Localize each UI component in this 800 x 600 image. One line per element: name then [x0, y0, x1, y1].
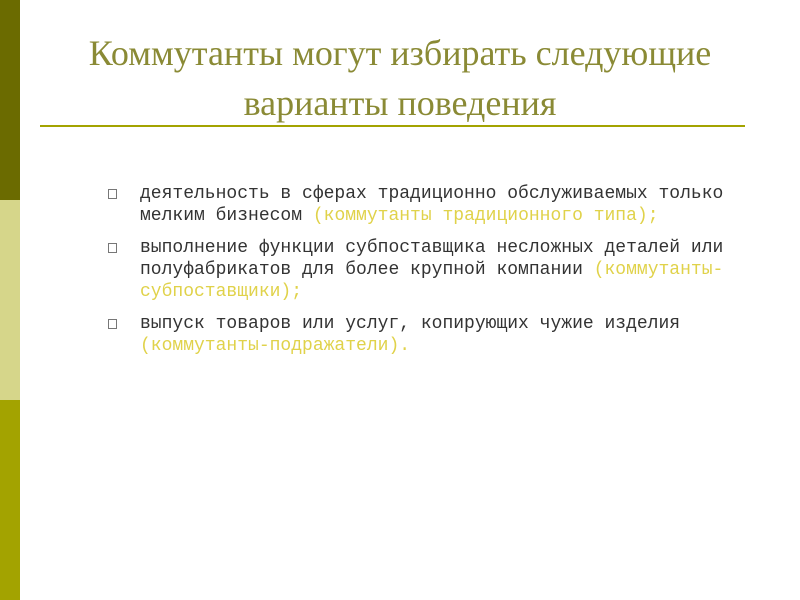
slide-title: [40, 28, 760, 128]
bullet-item-traditional: [108, 183, 748, 227]
bullet-list: [108, 183, 748, 367]
side-band-middle: [0, 200, 20, 400]
bullet-item-imitator: [108, 313, 748, 357]
bullet-text: выпуск товаров или услуг, копирующих чужие изделия: [140, 314, 681, 334]
bullet-marker-icon: [108, 243, 117, 253]
bullet-marker-icon: [108, 319, 117, 329]
bullet-accent: (коммутанты традиционного типа);: [312, 206, 659, 226]
bullet-accent: (коммутанты-субпоставщики);: [140, 260, 724, 302]
side-band-top: [0, 0, 20, 200]
slide-title-line-2: варианты поведения: [243, 83, 557, 123]
slide-title-line-1: Коммутанты могут избирать следующие: [88, 33, 712, 73]
bullet-marker-icon: [108, 189, 117, 199]
bullet-text: деятельность в сферах традиционно обслуживаемых только мелким бизнесом: [140, 184, 724, 226]
bullet-text: выполнение функции субпоставщика несложных деталей или полуфабрикатов для более крупной компании: [140, 238, 724, 280]
title-underline: [40, 125, 745, 127]
bullet-accent: (коммутанты-подражатели).: [140, 336, 411, 356]
bullet-item-subcontractor: [108, 237, 748, 303]
side-band-bottom: [0, 400, 20, 600]
